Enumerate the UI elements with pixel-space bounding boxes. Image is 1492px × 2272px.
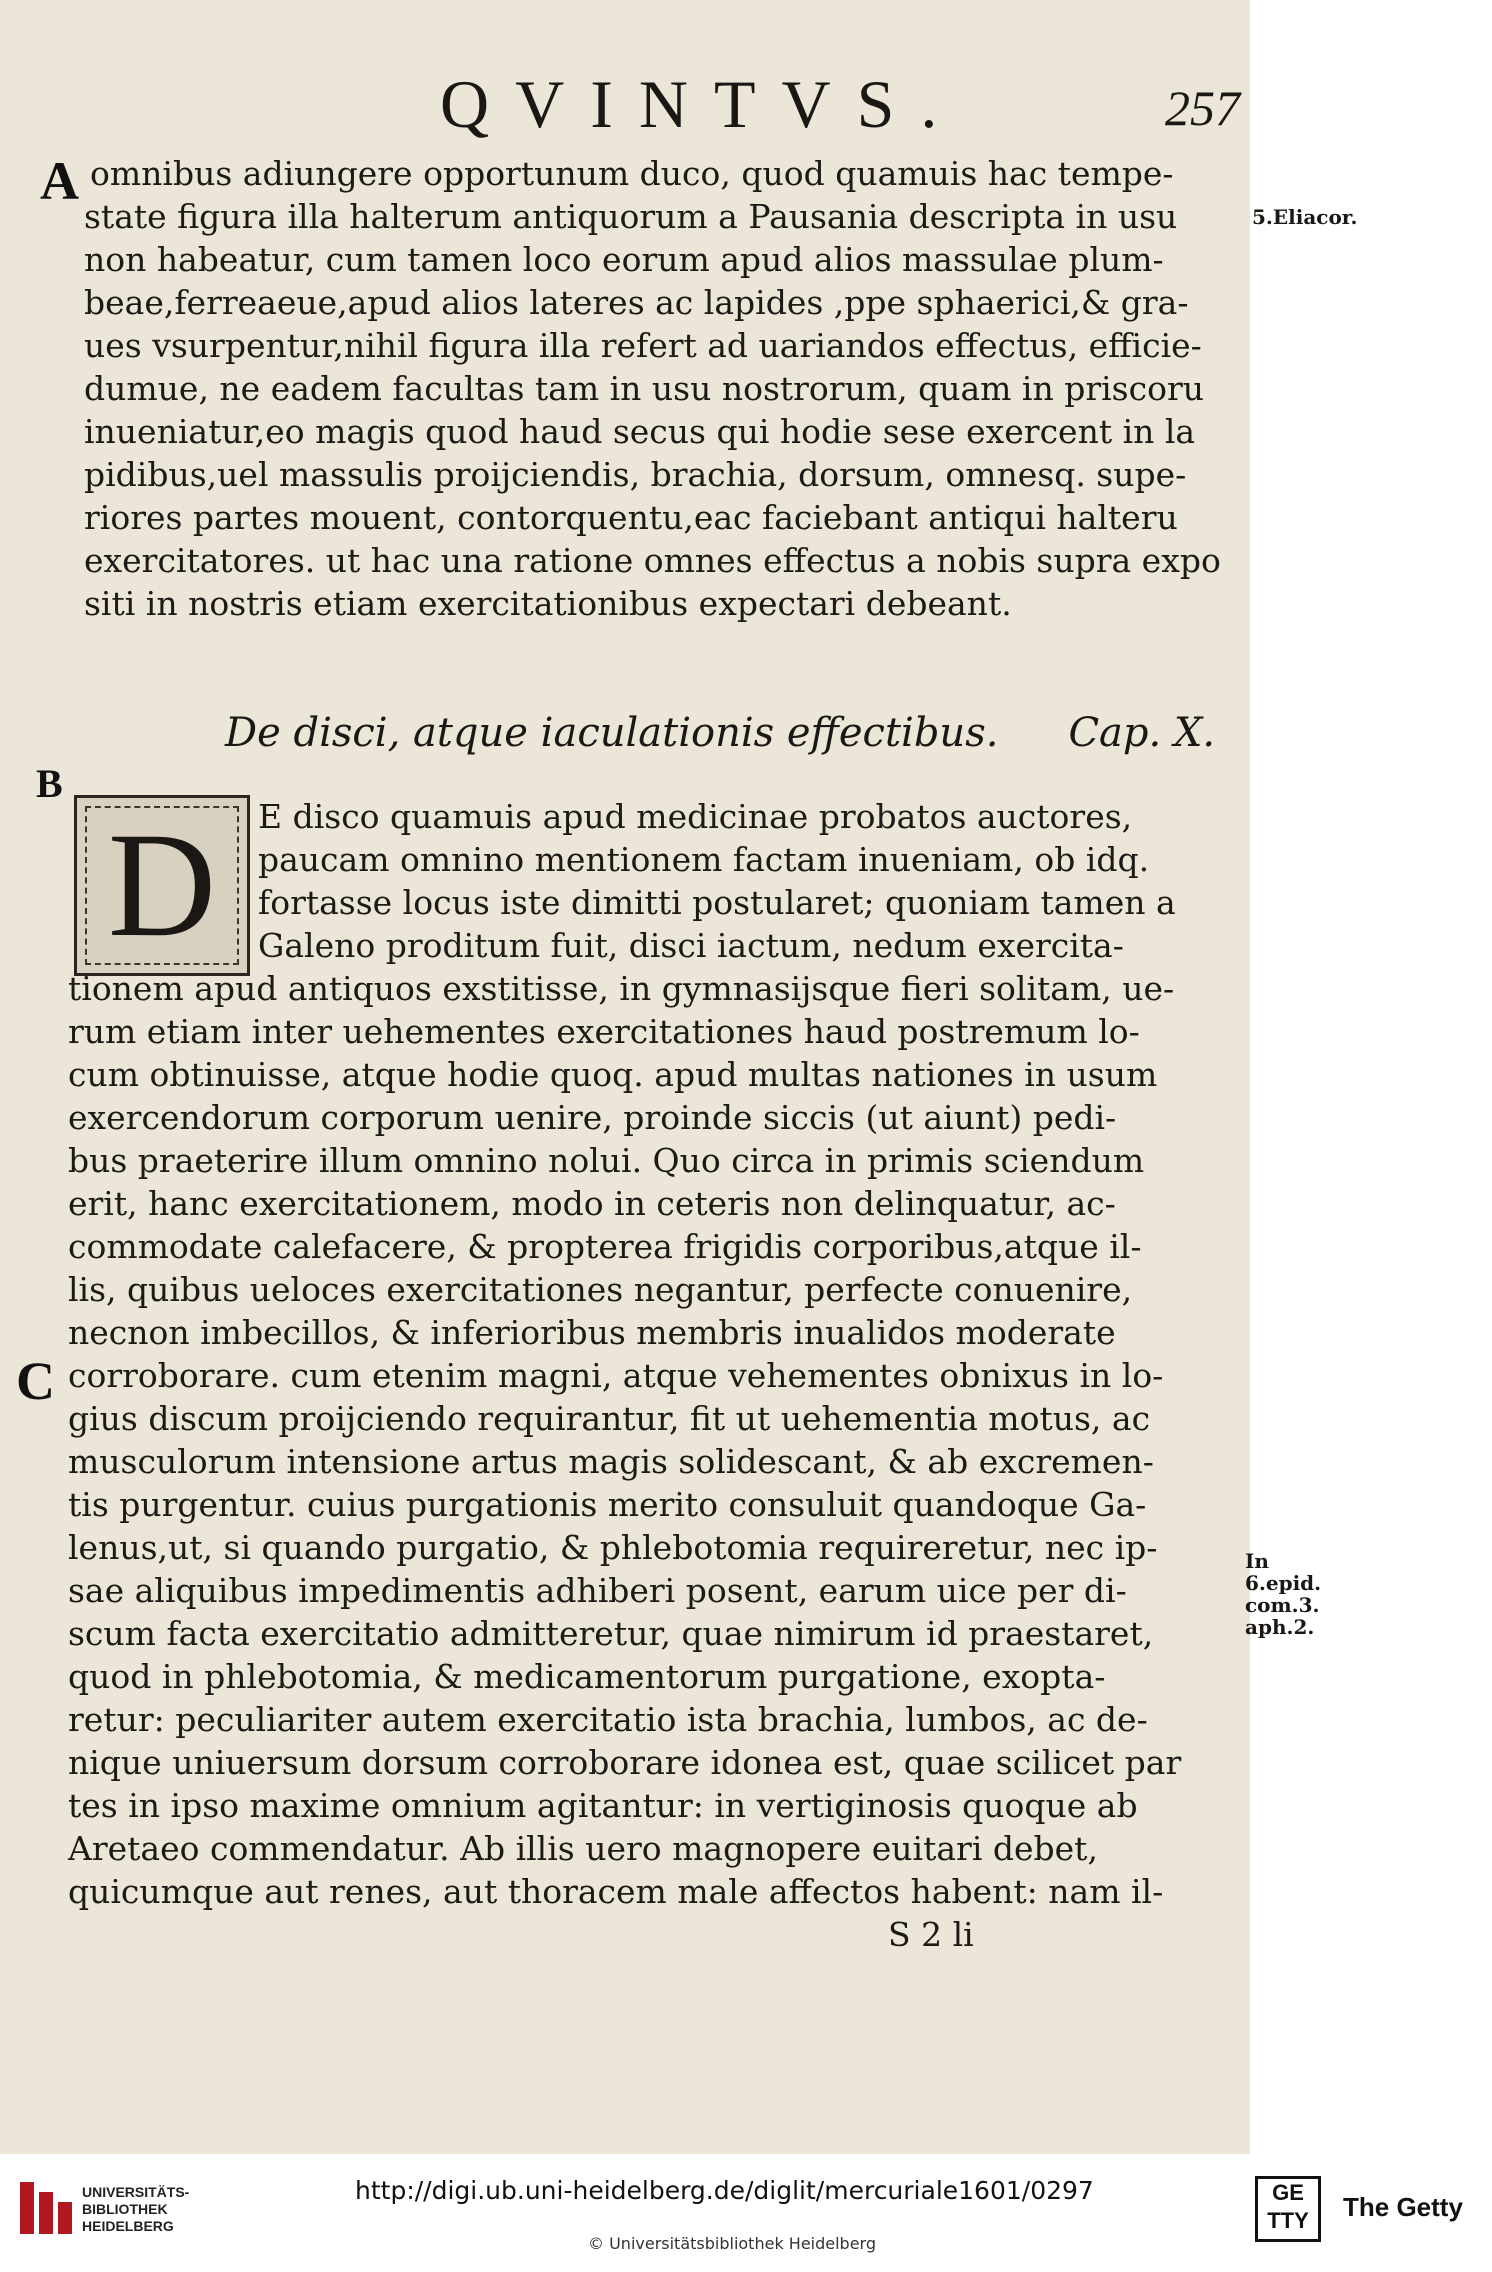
- paragraph-2: [68, 795, 1238, 1956]
- running-head: QVINTVS.: [440, 66, 964, 142]
- text-line: commodate calefacere, & propterea frigidis corporibus,atque il-: [68, 1227, 1142, 1266]
- section-marker-a: A: [40, 151, 79, 211]
- text-line: Galeno proditum fuit, disci iactum, nedum exercita-: [258, 926, 1124, 965]
- text-line: beae,ferreaeue,apud alios lateres ac lapides ,ppe sphaerici,& gra-: [84, 283, 1189, 322]
- text-line: riores partes mouent, contorquentu,eac faciebant antiqui halteru: [84, 498, 1178, 537]
- library-logo-icon: [20, 2182, 72, 2234]
- catchword: S 2 li: [888, 1915, 974, 1954]
- text-line: gius discum proijciendo requirantur, fit ut uehementia motus, ac: [68, 1399, 1151, 1438]
- text-line: quod in phlebotomia, & medicamentorum purgatione, exopta-: [68, 1657, 1106, 1696]
- text-line: scum facta exercitatio admitteretur, quae nimirum id praestaret,: [68, 1614, 1154, 1653]
- text-line: pidibus,uel massulis proijciendis, brachia, dorsum, omnesq. supe-: [84, 455, 1187, 494]
- text-line: siti in nostris etiam exercitationibus expectari debeant.: [84, 584, 1012, 623]
- getty-label[interactable]: The Getty: [1343, 2192, 1463, 2222]
- text-line: sae aliquibus impedimentis adhiberi posent, earum uice per di-: [68, 1571, 1127, 1610]
- text-line: non habeatur, cum tamen loco eorum apud alios massulae plum-: [84, 240, 1164, 279]
- text-line: dumue, ne eadem facultas tam in usu nostrorum, quam in priscoru: [84, 369, 1204, 408]
- text-line: musculorum intensione artus magis solidescant, & ab excremen-: [68, 1442, 1154, 1481]
- library-name-line: HEIDELBERG: [82, 2218, 174, 2234]
- text-line: necnon imbecillos, & inferioribus membris inualidos moderate: [68, 1313, 1116, 1352]
- margin-note-citation: [1245, 1550, 1321, 1638]
- library-logo[interactable]: [20, 2176, 200, 2246]
- text-line: corroborare. cum etenim magni, atque vehementes obnixus in lo-: [68, 1356, 1164, 1395]
- page-number: 257: [1165, 80, 1240, 136]
- text-line: erit, hanc exercitationem, modo in ceteris non delinquatur, ac-: [68, 1184, 1116, 1223]
- margin-note-line: In 6.epid.: [1245, 1549, 1322, 1595]
- text-line: lis, quibus ueloces exercitationes negantur, perfecte conuenire,: [68, 1270, 1133, 1309]
- margin-note-line: com.3.: [1245, 1593, 1320, 1617]
- text-line: inueniatur,eo magis quod haud secus qui hodie sese exercent in la: [84, 412, 1196, 451]
- text-line: tes in ipso maxime omnium agitantur: in vertiginosis quoque ab: [68, 1786, 1138, 1825]
- text-line: exercitatores. ut hac una ratione omnes effectus a nobis supra expo: [84, 541, 1221, 580]
- chapter-heading: [225, 710, 1215, 756]
- text-line: bus praeterire illum omnino nolui. Quo circa in primis sciendum: [68, 1141, 1145, 1180]
- text-line: exercendorum corporum uenire, proinde siccis (ut aiunt) pedi-: [68, 1098, 1117, 1137]
- text-line: ues vsurpentur,nihil figura illa refert ad uariandos effectus, efficie-: [84, 326, 1202, 365]
- copyright-notice: © Universitätsbibliothek Heidelberg: [588, 2234, 877, 2253]
- text-line: omnibus adiungere opportunum duco, quod quamuis hac tempe-: [90, 154, 1174, 193]
- chapter-title: De disci, atque iaculationis effectibus.: [225, 710, 999, 756]
- drop-cap-letter: D: [107, 802, 217, 968]
- library-name-line: UNIVERSITÄTS-: [82, 2184, 190, 2200]
- margin-note-line: aph.2.: [1245, 1615, 1315, 1639]
- text-line: tionem apud antiquos exstitisse, in gymnasijsque fieri solitam, ue-: [68, 969, 1175, 1008]
- section-marker-c: C: [16, 1351, 55, 1411]
- text-line: state figura illa halterum antiquorum a Pausania descripta in usu: [84, 197, 1178, 236]
- paragraph-1: [68, 152, 1238, 625]
- text-line: Aretaeo commendatur. Ab illis uero magnopere euitari debet,: [68, 1829, 1098, 1868]
- getty-logo-icon[interactable]: GE TTY: [1255, 2176, 1321, 2242]
- text-line: retur: peculiariter autem exercitatio ista brachia, lumbos, ac de-: [68, 1700, 1148, 1739]
- text-line: paucam omnino mentionem factam inueniam, ob idq.: [258, 840, 1150, 879]
- chapter-number: Cap. X.: [1068, 710, 1216, 756]
- page-header: [440, 65, 1240, 155]
- text-line: fortasse locus iste dimitti postularet; quoniam tamen a: [258, 883, 1176, 922]
- library-name: [82, 2184, 189, 2235]
- permalink-url[interactable]: http://digi.ub.uni-heidelberg.de/diglit/mercuriale1601/0297: [355, 2176, 1094, 2205]
- section-marker-b: B: [36, 761, 63, 806]
- text-line: cum obtinuisse, atque hodie quoq. apud multas nationes in usum: [68, 1055, 1158, 1094]
- text-line: nique uniuersum dorsum corroborare idonea est, quae scilicet par: [68, 1743, 1182, 1782]
- text-line: E disco quamuis apud medicinae probatos auctores,: [258, 797, 1133, 836]
- text-line: lenus,ut, si quando purgatio, & phlebotomia requireretur, nec ip-: [68, 1528, 1158, 1567]
- text-line: rum etiam inter uehementes exercitationes haud postremum lo-: [68, 1012, 1140, 1051]
- margin-note: 5.Eliacor.: [1252, 205, 1358, 229]
- text-line: tis purgentur. cuius purgationis merito consuluit quandoque Ga-: [68, 1485, 1147, 1524]
- text-line: quicumque aut renes, aut thoracem male affectos habent: nam il-: [68, 1872, 1164, 1911]
- library-name-line: BIBLIOTHEK: [82, 2201, 168, 2217]
- viewer-footer: [0, 2154, 1492, 2272]
